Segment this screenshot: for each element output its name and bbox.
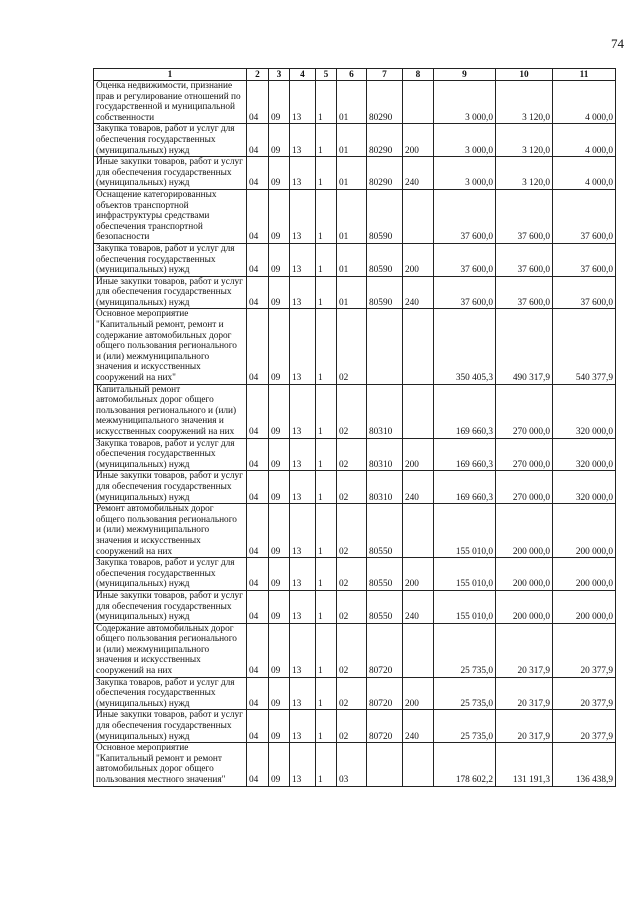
column-header: 1 — [94, 69, 247, 81]
header-row — [94, 69, 616, 81]
code-cell: 240 — [403, 276, 434, 309]
table-body — [94, 81, 616, 787]
code-cell — [403, 309, 434, 384]
code-cell: 1 — [316, 309, 337, 384]
table-row — [94, 157, 616, 190]
amount-cell: 3 120,0 — [496, 81, 553, 124]
code-cell: 13 — [290, 504, 316, 558]
row-name: Закупка товаров, работ и услуг для обеспечения государственных (муниципальных) нужд — [94, 677, 247, 710]
column-header: 8 — [403, 69, 434, 81]
row-name: Иные закупки товаров, работ и услуг для обеспечения государственных (муниципальных) нужд — [94, 710, 247, 743]
code-cell: 1 — [316, 471, 337, 504]
code-cell: 13 — [290, 189, 316, 243]
code-cell: 13 — [290, 677, 316, 710]
code-cell: 01 — [337, 243, 367, 276]
code-cell: 13 — [290, 243, 316, 276]
table-row — [94, 309, 616, 384]
code-cell: 02 — [337, 384, 367, 438]
amount-cell: 200 000,0 — [496, 504, 553, 558]
amount-cell: 3 120,0 — [496, 124, 553, 157]
code-cell: 80720 — [367, 677, 403, 710]
code-cell: 04 — [247, 309, 269, 384]
column-header: 6 — [337, 69, 367, 81]
code-cell: 80290 — [367, 81, 403, 124]
amount-cell: 200 000,0 — [496, 558, 553, 591]
code-cell: 09 — [269, 309, 290, 384]
code-cell — [403, 189, 434, 243]
code-cell: 240 — [403, 471, 434, 504]
amount-cell: 20 317,9 — [496, 710, 553, 743]
table-row — [94, 81, 616, 124]
code-cell — [403, 743, 434, 786]
code-cell — [367, 309, 403, 384]
code-cell: 200 — [403, 243, 434, 276]
code-cell: 13 — [290, 124, 316, 157]
amount-cell: 169 660,3 — [434, 438, 496, 471]
code-cell: 09 — [269, 590, 290, 623]
amount-cell: 25 735,0 — [434, 623, 496, 677]
row-name: Основное мероприятие "Капитальный ремонт и ремонт автомобильных дорог общего пользования местного значения" — [94, 743, 247, 786]
amount-cell: 320 000,0 — [553, 471, 616, 504]
code-cell: 04 — [247, 81, 269, 124]
code-cell: 04 — [247, 157, 269, 190]
code-cell: 13 — [290, 384, 316, 438]
column-header: 9 — [434, 69, 496, 81]
amount-cell: 37 600,0 — [553, 276, 616, 309]
code-cell: 80310 — [367, 438, 403, 471]
code-cell: 01 — [337, 124, 367, 157]
code-cell: 80590 — [367, 243, 403, 276]
amount-cell: 169 660,3 — [434, 384, 496, 438]
table-row — [94, 243, 616, 276]
code-cell: 04 — [247, 276, 269, 309]
amount-cell: 37 600,0 — [434, 189, 496, 243]
amount-cell: 320 000,0 — [553, 438, 616, 471]
code-cell: 09 — [269, 558, 290, 591]
amount-cell: 155 010,0 — [434, 590, 496, 623]
table-row — [94, 590, 616, 623]
amount-cell: 200 000,0 — [553, 558, 616, 591]
code-cell: 02 — [337, 623, 367, 677]
code-cell: 80720 — [367, 623, 403, 677]
code-cell: 80310 — [367, 471, 403, 504]
code-cell: 13 — [290, 438, 316, 471]
code-cell: 80550 — [367, 558, 403, 591]
code-cell: 1 — [316, 438, 337, 471]
code-cell: 1 — [316, 504, 337, 558]
row-name: Закупка товаров, работ и услуг для обеспечения государственных (муниципальных) нужд — [94, 558, 247, 591]
amount-cell: 155 010,0 — [434, 504, 496, 558]
code-cell: 09 — [269, 189, 290, 243]
code-cell: 04 — [247, 243, 269, 276]
row-name: Иные закупки товаров, работ и услуг для обеспечения государственных (муниципальных) нужд — [94, 276, 247, 309]
table-row — [94, 189, 616, 243]
amount-cell: 20 317,9 — [496, 623, 553, 677]
amount-cell: 20 377,9 — [553, 677, 616, 710]
code-cell: 02 — [337, 504, 367, 558]
code-cell: 1 — [316, 743, 337, 786]
amount-cell: 4 000,0 — [553, 81, 616, 124]
code-cell — [403, 81, 434, 124]
code-cell: 09 — [269, 81, 290, 124]
amount-cell: 270 000,0 — [496, 384, 553, 438]
page-number: 74 — [611, 36, 624, 51]
code-cell: 240 — [403, 710, 434, 743]
code-cell: 1 — [316, 384, 337, 438]
row-name: Закупка товаров, работ и услуг для обеспечения государственных (муниципальных) нужд — [94, 243, 247, 276]
amount-cell: 540 377,9 — [553, 309, 616, 384]
column-header: 3 — [269, 69, 290, 81]
code-cell: 13 — [290, 276, 316, 309]
code-cell — [403, 504, 434, 558]
row-name: Иные закупки товаров, работ и услуг для обеспечения государственных (муниципальных) нужд — [94, 157, 247, 190]
code-cell: 80290 — [367, 124, 403, 157]
amount-cell: 169 660,3 — [434, 471, 496, 504]
code-cell: 09 — [269, 471, 290, 504]
row-name: Закупка товаров, работ и услуг для обеспечения государственных (муниципальных) нужд — [94, 438, 247, 471]
code-cell: 13 — [290, 81, 316, 124]
table-row — [94, 504, 616, 558]
table-row — [94, 438, 616, 471]
table-row — [94, 623, 616, 677]
amount-cell: 350 405,3 — [434, 309, 496, 384]
code-cell — [367, 743, 403, 786]
amount-cell: 3 000,0 — [434, 157, 496, 190]
code-cell: 04 — [247, 504, 269, 558]
code-cell: 09 — [269, 710, 290, 743]
code-cell: 04 — [247, 124, 269, 157]
row-name: Основное мероприятие "Капитальный ремонт, ремонт и содержание автомобильных дорог общего пользования регионального и (или) межмуниципального значения и искусственных сооружений на них" — [94, 309, 247, 384]
code-cell: 09 — [269, 276, 290, 309]
amount-cell: 37 600,0 — [496, 243, 553, 276]
code-cell — [403, 623, 434, 677]
code-cell: 09 — [269, 157, 290, 190]
amount-cell: 3 120,0 — [496, 157, 553, 190]
code-cell: 13 — [290, 157, 316, 190]
amount-cell: 490 317,9 — [496, 309, 553, 384]
amount-cell: 37 600,0 — [434, 243, 496, 276]
code-cell: 1 — [316, 189, 337, 243]
code-cell: 80590 — [367, 276, 403, 309]
column-header: 7 — [367, 69, 403, 81]
row-name: Закупка товаров, работ и услуг для обеспечения государственных (муниципальных) нужд — [94, 124, 247, 157]
code-cell: 1 — [316, 276, 337, 309]
code-cell: 04 — [247, 558, 269, 591]
code-cell: 1 — [316, 623, 337, 677]
budget-table — [93, 68, 616, 787]
row-name: Оценка недвижимости, признание прав и регулирование отношений по государственной и муниципальной собственности — [94, 81, 247, 124]
amount-cell: 131 191,3 — [496, 743, 553, 786]
code-cell: 1 — [316, 710, 337, 743]
column-header: 10 — [496, 69, 553, 81]
amount-cell: 25 735,0 — [434, 677, 496, 710]
row-name: Оснащение категорированных объектов транспортной инфраструктуры средствами обеспечения транспортной безопасности — [94, 189, 247, 243]
code-cell: 240 — [403, 590, 434, 623]
code-cell: 04 — [247, 623, 269, 677]
amount-cell: 200 000,0 — [496, 590, 553, 623]
amount-cell: 20 377,9 — [553, 623, 616, 677]
code-cell: 1 — [316, 81, 337, 124]
amount-cell: 136 438,9 — [553, 743, 616, 786]
amount-cell: 25 735,0 — [434, 710, 496, 743]
row-name: Содержание автомобильных дорог общего пользования регионального и (или) межмуниципального значения и искусственных сооружений на них — [94, 623, 247, 677]
column-header: 4 — [290, 69, 316, 81]
table-row — [94, 471, 616, 504]
code-cell: 13 — [290, 710, 316, 743]
code-cell: 1 — [316, 558, 337, 591]
code-cell: 09 — [269, 384, 290, 438]
code-cell: 1 — [316, 124, 337, 157]
code-cell: 01 — [337, 81, 367, 124]
code-cell: 13 — [290, 471, 316, 504]
amount-cell: 3 000,0 — [434, 124, 496, 157]
amount-cell: 4 000,0 — [553, 124, 616, 157]
code-cell: 80720 — [367, 710, 403, 743]
code-cell: 240 — [403, 157, 434, 190]
code-cell: 1 — [316, 157, 337, 190]
amount-cell: 37 600,0 — [434, 276, 496, 309]
code-cell: 1 — [316, 243, 337, 276]
code-cell: 02 — [337, 710, 367, 743]
code-cell: 04 — [247, 384, 269, 438]
code-cell: 80550 — [367, 504, 403, 558]
code-cell: 200 — [403, 677, 434, 710]
code-cell: 02 — [337, 309, 367, 384]
code-cell: 09 — [269, 243, 290, 276]
table-row — [94, 384, 616, 438]
amount-cell: 3 000,0 — [434, 81, 496, 124]
code-cell: 01 — [337, 189, 367, 243]
code-cell: 80290 — [367, 157, 403, 190]
code-cell: 13 — [290, 623, 316, 677]
row-name: Ремонт автомобильных дорог общего пользования регионального и (или) межмуниципального значения и искусственных сооружений на них — [94, 504, 247, 558]
code-cell: 04 — [247, 743, 269, 786]
table-row — [94, 558, 616, 591]
code-cell: 02 — [337, 558, 367, 591]
code-cell: 04 — [247, 189, 269, 243]
code-cell: 01 — [337, 157, 367, 190]
amount-cell: 320 000,0 — [553, 384, 616, 438]
column-header: 2 — [247, 69, 269, 81]
code-cell: 04 — [247, 677, 269, 710]
column-header: 5 — [316, 69, 337, 81]
code-cell: 09 — [269, 623, 290, 677]
table-row — [94, 124, 616, 157]
code-cell: 02 — [337, 471, 367, 504]
amount-cell: 270 000,0 — [496, 471, 553, 504]
code-cell: 09 — [269, 743, 290, 786]
table-row — [94, 677, 616, 710]
row-name: Капитальный ремонт автомобильных дорог общего пользования регионального и (или) межмуниципального значения и искусственных сооружений на них — [94, 384, 247, 438]
column-header: 11 — [553, 69, 616, 81]
code-cell: 01 — [337, 276, 367, 309]
code-cell: 200 — [403, 438, 434, 471]
code-cell: 200 — [403, 558, 434, 591]
code-cell: 04 — [247, 590, 269, 623]
code-cell: 80590 — [367, 189, 403, 243]
code-cell: 02 — [337, 438, 367, 471]
code-cell: 04 — [247, 438, 269, 471]
amount-cell: 200 000,0 — [553, 504, 616, 558]
code-cell: 13 — [290, 743, 316, 786]
amount-cell: 20 317,9 — [496, 677, 553, 710]
code-cell: 09 — [269, 504, 290, 558]
amount-cell: 200 000,0 — [553, 590, 616, 623]
amount-cell: 37 600,0 — [496, 276, 553, 309]
amount-cell: 155 010,0 — [434, 558, 496, 591]
amount-cell: 37 600,0 — [496, 189, 553, 243]
amount-cell: 37 600,0 — [553, 189, 616, 243]
amount-cell: 37 600,0 — [553, 243, 616, 276]
table-row — [94, 743, 616, 786]
code-cell: 1 — [316, 677, 337, 710]
code-cell — [403, 384, 434, 438]
amount-cell: 270 000,0 — [496, 438, 553, 471]
code-cell: 80310 — [367, 384, 403, 438]
code-cell: 04 — [247, 471, 269, 504]
code-cell: 02 — [337, 590, 367, 623]
code-cell: 04 — [247, 710, 269, 743]
row-name: Иные закупки товаров, работ и услуг для обеспечения государственных (муниципальных) нужд — [94, 471, 247, 504]
table-row — [94, 710, 616, 743]
code-cell: 13 — [290, 590, 316, 623]
amount-cell: 178 602,2 — [434, 743, 496, 786]
code-cell: 13 — [290, 309, 316, 384]
code-cell: 13 — [290, 558, 316, 591]
amount-cell: 4 000,0 — [553, 157, 616, 190]
code-cell: 09 — [269, 438, 290, 471]
code-cell: 09 — [269, 677, 290, 710]
code-cell: 200 — [403, 124, 434, 157]
code-cell: 03 — [337, 743, 367, 786]
code-cell: 02 — [337, 677, 367, 710]
table-row — [94, 276, 616, 309]
amount-cell: 20 377,9 — [553, 710, 616, 743]
row-name: Иные закупки товаров, работ и услуг для обеспечения государственных (муниципальных) нужд — [94, 590, 247, 623]
code-cell: 80550 — [367, 590, 403, 623]
code-cell: 09 — [269, 124, 290, 157]
code-cell: 1 — [316, 590, 337, 623]
